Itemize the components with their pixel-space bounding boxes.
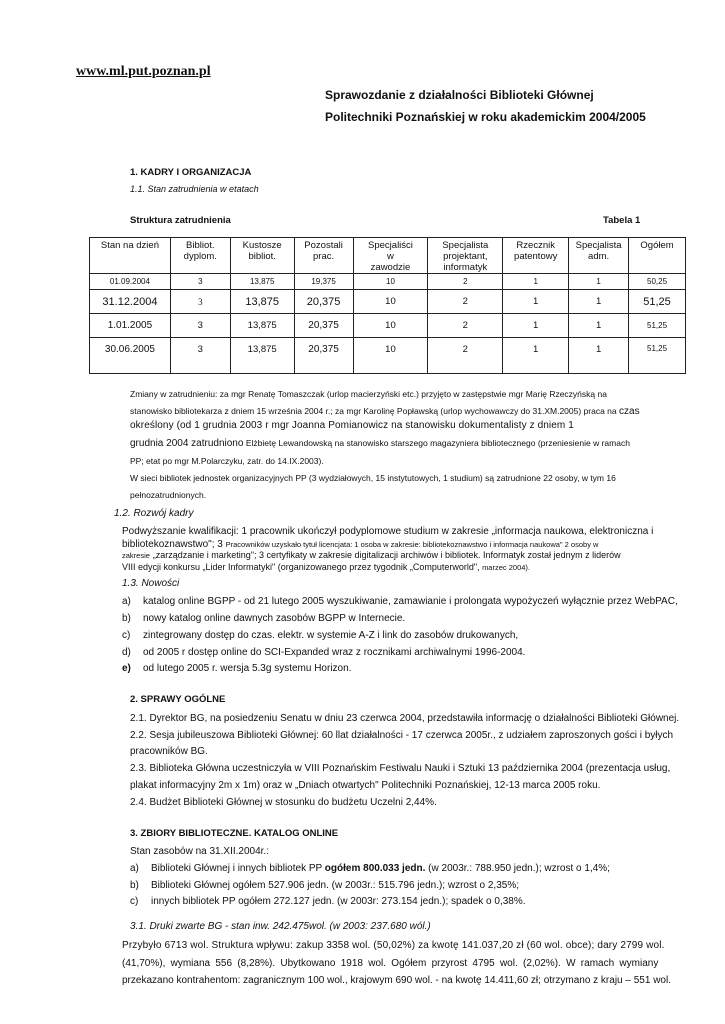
sprawy-line: plakat informacyjny 2m x 1m) oraz w „Dniach otwartych" Politechniki Poznańskiej, 12-13 marca 2005 roku. (130, 780, 601, 791)
cell: 13,875 (230, 274, 294, 290)
list-item: b) nowy katalog online dawnych zasobów BGPP w Internecie. (122, 613, 406, 624)
cell: 1 (503, 290, 569, 314)
changes-text: grudnia 2004 zatrudniono (130, 438, 244, 449)
section-heading-sprawy-ogolne: 2. SPRAWY OGÓLNE (130, 694, 226, 705)
rozwoj-line (122, 550, 621, 561)
changes-line: określony (od 1 grudnia 2003 r mgr Joanna Pomianowicz na stanowisku dokumentalisty z dniem 1 (130, 420, 574, 431)
table-header-row (90, 238, 686, 274)
cell: 10 (353, 274, 428, 290)
section-heading-zbiory: 3. ZBIORY BIBLIOTECZNE. KATALOG ONLINE (130, 828, 339, 839)
cell: 3 (170, 314, 230, 338)
col-header-date: Stan na dzień (90, 238, 171, 274)
sprawy-line: 2.2. Sesja jubileuszowa Biblioteki Głównej: 60 llat działalności - 17 czerwca 2005r., z udziałem zaproszonych gości i byłych (130, 730, 674, 741)
col-header-patent-agent: Rzecznik patentowy (503, 238, 569, 274)
druki-line: Przybyło 6713 wol. Struktura wpływu: zakup 3358 wol. (50,02%) za kwotę 141.037,20 zł (60 wol. obce); dary 2799 wol. (122, 940, 665, 951)
cell: 1 (569, 274, 629, 290)
cell: 3 (170, 290, 230, 314)
cell: 1 (503, 274, 569, 290)
subsection-druki-zwarte: 3.1. Druki zwarte BG - stan inw. 242.475wol. (w 2003: 237.680 wól.) (130, 921, 431, 932)
sprawy-line: 2.3. Biblioteka Główna uczestniczyła w VIII Poznańskim Festiwalu Nauki i Sztuki 13 października 2004 (prezentacja usług, (130, 763, 671, 774)
cell: 2 (428, 274, 503, 290)
cell: 20,375 (294, 290, 353, 314)
col-header-librarians: Bibliot. dyplom. (170, 238, 230, 274)
report-title-line2: Politechniki Poznańskiej w roku akademickim 2004/2005 (325, 110, 646, 124)
cell: 31.12.2004 (90, 290, 171, 314)
cell: 51,25 (629, 338, 686, 374)
rozwoj-text: bibliotekoznawstwo"; 3 (122, 539, 223, 550)
subsection-stan-zatrudnienia: 1.1. Stan zatrudnienia w etatach (130, 184, 259, 194)
col-header-specialists: Specjaliści w zawodzie (353, 238, 428, 274)
rozwoj-line (122, 539, 598, 550)
cell: 10 (353, 338, 428, 374)
table-row (90, 274, 686, 290)
sprawy-line: 2.4. Budżet Biblioteki Głównej w stosunku do budżetu Uczelni 2,44%. (130, 797, 437, 808)
rozwoj-text: marzec 2004). (482, 563, 530, 572)
cell: 13,875 (230, 290, 294, 314)
rozwoj-text: Pracowników uzyskało tytuł licencjata: 1 osoba w zakresie: bibliotekoznawstwo i informacja naukowa" 2 osoby w (225, 540, 599, 549)
website-url[interactable]: www.ml.put.poznan.pl (76, 64, 211, 79)
cell: 51,25 (629, 290, 686, 314)
rozwoj-line: Podwyższanie kwalifikacji: 1 pracownik ukończył podyplomowe studium w zakresie „informacja naukowa, elektroniczna i (122, 526, 654, 537)
list-item: b) Biblioteki Głównej ogółem 527.906 jedn. (w 2003r.: 515.796 jedn.); wzrost o 2,35%; (130, 880, 519, 891)
section-heading-kadry: 1. KADRY I ORGANIZACJA (130, 167, 252, 178)
changes-text: czas (619, 406, 640, 417)
table-row (90, 338, 686, 374)
cell: 1 (569, 338, 629, 374)
table-row (90, 290, 686, 314)
cell: 10 (353, 290, 428, 314)
cell: 2 (428, 338, 503, 374)
rozwoj-line (122, 562, 530, 572)
col-header-custodians: Kustosze bibliot. (230, 238, 294, 274)
table-caption: Struktura zatrudnienia (130, 215, 231, 226)
cell: 1 (503, 338, 569, 374)
cell: 2 (428, 290, 503, 314)
changes-text: stanowisko bibliotekarza z dniem 15 września 2004 r.; za mgr Karolinę Popławską (urlop wychowawczy do 31.XM.2005) praca na (130, 406, 617, 416)
cell: 51,25 (629, 314, 686, 338)
table-row (90, 314, 686, 338)
col-header-other: Pozostali prac. (294, 238, 353, 274)
cell: 50,25 (629, 274, 686, 290)
col-header-it-specialist: Specjalista projektant, informatyk (428, 238, 503, 274)
sprawy-line: pracowników BG. (130, 746, 208, 757)
list-item: e) od lutego 2005 r. wersja 5.3g systemu Horizon. (122, 663, 352, 674)
changes-line: W sieci bibliotek jednostek organizacyjnych PP (3 wydziałowych, 15 instytutowych, 1 studium) są zatrudnione 22 osoby, w tym 16 (130, 473, 616, 483)
cell: 20,375 (294, 338, 353, 374)
changes-line: PP; etat po mgr M.Polarczyku, zatr. do 14.IX.2003). (130, 456, 324, 466)
staff-table (89, 237, 686, 374)
cell: 30.06.2005 (90, 338, 171, 374)
cell: 1.01.2005 (90, 314, 171, 338)
zbiory-stan: Stan zasobów na 31.XII.2004r.: (130, 846, 269, 857)
list-item: c) innych bibliotek PP ogółem 272.127 jedn. (w 2003r: 273.154 jedn.); spadek o 0,38%. (130, 896, 526, 907)
col-header-total: Ogółem (629, 238, 686, 274)
cell: 13,875 (230, 314, 294, 338)
cell: 13,875 (230, 338, 294, 374)
rozwoj-text: „zarządzanie i marketing"; 3 certyfikaty w zakresie digitalizacji archiwów i bibliotek. Informatyk został jednym z liderów (152, 550, 621, 560)
table-label: Tabela 1 (603, 215, 641, 226)
sprawy-line: 2.1. Dyrektor BG, na posiedzeniu Senatu w dniu 23 czerwca 2004, przedstawiła informację o działalności Biblioteki Głównej. (130, 713, 680, 724)
druki-line: przekazano kontrahentom: zagranicznym 100 wol., krajowym 690 wol. - na kwotę 14.411,60 zł; otrzymano z kraju – 551 wol. (122, 975, 671, 986)
list-item: a) katalog online BGPP - od 21 lutego 2005 wyszukiwanie, zamawianie i prolongata wypożyczeń wyłącznie przez WebPAC, (122, 596, 678, 607)
rozwoj-text: zakresie (122, 551, 150, 560)
rozwoj-text: VIII edycji konkursu „Lider Informatyki" (organizowanego przez tygodnik „Computerworld", (122, 562, 480, 572)
changes-text: Elżbietę Lewandowską na stanowisko starszego magazyniera bibliotecznego (przeniesienie w ramach (245, 438, 630, 448)
changes-line (130, 438, 630, 449)
list-item: a) Biblioteki Głównej i innych bibliotek PP ogółem 800.033 jedn. (w 2003r.: 788.950 jedn.); wzrost o 1,4%; (130, 863, 610, 874)
cell: 20,375 (294, 314, 353, 338)
changes-line: pełnozatrudnionych. (130, 490, 207, 500)
list-item: d) od 2005 r dostęp online do SCI-Expanded wraz z rocznikami archiwalnymi 1996-2004. (122, 647, 526, 658)
druki-line: (41,70%), wymiana 556 (8,28%). Ubytkowano 1918 wol. Ogółem przyrost 4795 wol. (2,02%). W ramach wymiany (122, 958, 659, 969)
cell: 2 (428, 314, 503, 338)
cell: 1 (503, 314, 569, 338)
cell: 3 (170, 338, 230, 374)
changes-line: Zmiany w zatrudnieniu: za mgr Renatę Tomaszczak (urlop macierzyński etc.) przyjęto w zastępstwie mgr Marię Rzeczyńską na (130, 389, 607, 399)
cell: 10 (353, 314, 428, 338)
cell: 3 (170, 274, 230, 290)
list-item: c) zintegrowany dostęp do czas. elektr. w systemie A-Z i link do zasobów drukowanych, (122, 630, 519, 641)
changes-line (130, 406, 640, 417)
subsection-rozwoj-kadry: 1.2. Rozwój kadry (114, 508, 194, 519)
cell: 19,375 (294, 274, 353, 290)
cell: 1 (569, 290, 629, 314)
report-title-line1: Sprawozdanie z działalności Biblioteki Głównej (325, 88, 594, 102)
subsection-nowosci: 1.3. Nowości (122, 578, 180, 589)
col-header-admin: Specjalista adm. (569, 238, 629, 274)
cell: 01.09.2004 (90, 274, 171, 290)
cell: 1 (569, 314, 629, 338)
